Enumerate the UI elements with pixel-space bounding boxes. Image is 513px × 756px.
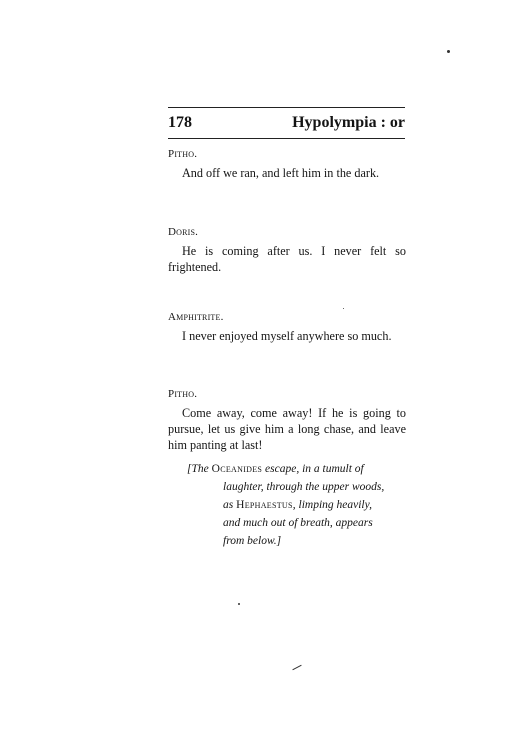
stage-text: escape, in a tumult of: [262, 463, 364, 475]
stage-direction: [187, 460, 409, 550]
close-bracket: ]: [276, 535, 282, 547]
stage-word: The: [191, 463, 209, 475]
stage-line: laughter, through the upper woods,: [223, 481, 385, 493]
speech-text: He is coming after us. I never felt so frightened.: [168, 244, 406, 274]
dialogue-block: [168, 387, 406, 453]
open-bracket: [: [187, 463, 192, 475]
speaker-name: Pitho.: [168, 388, 198, 400]
character-name: Hephaestus: [236, 499, 293, 511]
dialogue-block: [168, 310, 406, 344]
header-rule: [168, 138, 405, 139]
stage-line: [187, 532, 409, 550]
speech-text: Come away, come away! If he is going to pursue, let us give him a long chase, and leave him panting at last!: [168, 406, 406, 452]
speaker-name: Pitho.: [168, 148, 198, 160]
speaker-name: Amphitrite.: [168, 311, 224, 323]
character-name: Oceanides: [211, 463, 263, 475]
ink-speck: [238, 603, 240, 605]
dialogue-block: [168, 147, 406, 181]
page-number: 178: [168, 114, 192, 131]
stage-line: [187, 496, 409, 514]
speech-text: I never enjoyed myself anywhere so much.: [182, 329, 392, 343]
ink-speck: [343, 308, 344, 309]
stage-line: [187, 460, 409, 478]
top-rule: [168, 107, 405, 108]
running-title: Hypolympia : or: [292, 114, 405, 131]
page-header: [168, 114, 405, 136]
ink-speck: [447, 50, 450, 53]
stage-line: and much out of breath, appears: [223, 517, 373, 529]
stage-text: from below.: [223, 535, 277, 547]
speech-text: And off we ran, and left him in the dark.: [182, 166, 380, 180]
ink-mark: [292, 665, 301, 671]
stage-text: , limping heavily,: [292, 499, 372, 511]
stage-word: as: [223, 499, 234, 511]
dialogue-block: [168, 225, 406, 275]
speaker-name: Doris.: [168, 226, 199, 238]
